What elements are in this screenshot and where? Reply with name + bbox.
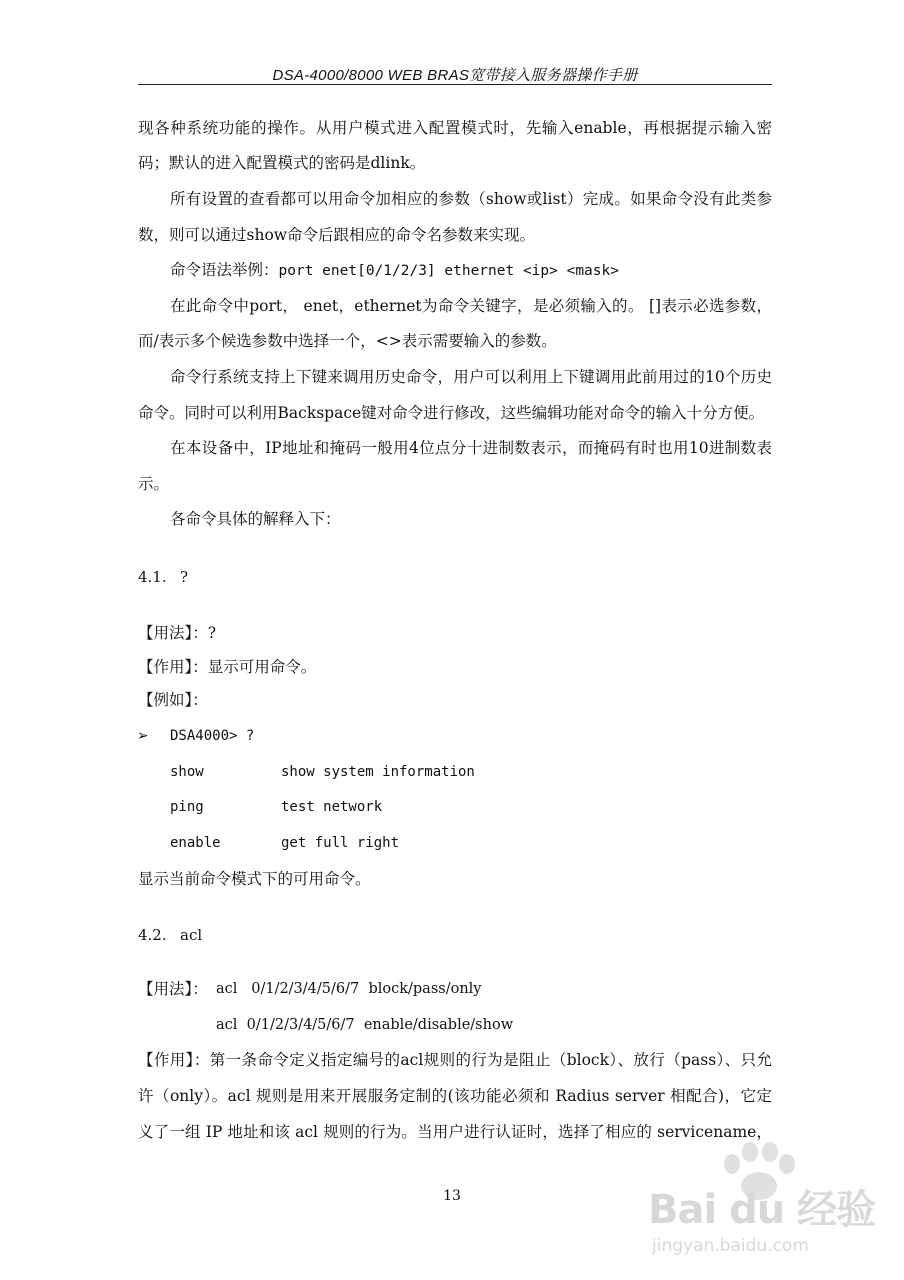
intro-paragraph-6-line-2: 示。 bbox=[138, 475, 170, 493]
section-4-1-example-label: 【例如】： bbox=[138, 691, 208, 709]
header-rule bbox=[138, 84, 772, 85]
syntax-example bbox=[170, 260, 619, 281]
intro-paragraph-1-line-1: 现各种系统功能的操作。从用户模式进入配置模式时，先输入enable，再根据提示输入密 bbox=[138, 119, 772, 137]
section-4-1-title: ? bbox=[180, 568, 189, 586]
section-4-2-usage-label: 【用法】： bbox=[138, 980, 208, 998]
baidu-watermark bbox=[648, 1140, 876, 1270]
syntax-example-code: port enet[0/1/2/3] ethernet <ip> <mask> bbox=[278, 263, 619, 279]
section-4-2-function-line-1: 【作用】：第一条命令定义指定编号的acl规则的行为是阻止（block）、放行（pass）、只允 bbox=[138, 1051, 772, 1069]
page-number: 13 bbox=[443, 1188, 461, 1204]
command-description: get full right bbox=[281, 835, 400, 851]
watermark-brand: Bai du 经验 bbox=[648, 1187, 876, 1233]
command-name: enable bbox=[170, 835, 221, 851]
intro-paragraph-2-line-2: 数，则可以通过show命令后跟相应的命令名参数来实现。 bbox=[138, 226, 536, 244]
syntax-example-label: 命令语法举例： bbox=[170, 261, 279, 279]
section-4-2-number: 4.2. bbox=[138, 926, 167, 944]
command-name: show bbox=[170, 764, 204, 780]
intro-paragraph-2-line-1: 所有设置的查看都可以用命令加相应的参数（show或list）完成。如果命令没有此类参 bbox=[170, 190, 772, 208]
command-description: test network bbox=[281, 799, 383, 815]
intro-paragraph-4-line-2: 而/表示多个候选参数中选择一个，<>表示需要输入的参数。 bbox=[138, 332, 557, 350]
command-description: show system information bbox=[281, 764, 475, 780]
page-header-title: DSA-4000/8000 WEB BRAS宽带接入服务器操作手册 bbox=[272, 67, 638, 84]
bullet-arrow-icon: ➢ bbox=[137, 728, 149, 744]
watermark-url: jingyan.baidu.com bbox=[652, 1236, 809, 1256]
section-4-2-usage-line-2: acl 0/1/2/3/4/5/6/7 enable/disable/show bbox=[216, 1017, 514, 1033]
intro-paragraph-5-line-1: 命令行系统支持上下键来调用历史命令，用户可以利用上下键调用此前用过的10个历史 bbox=[170, 368, 772, 386]
section-4-1-summary: 显示当前命令模式下的可用命令。 bbox=[138, 870, 371, 888]
section-4-1-heading bbox=[138, 567, 188, 587]
section-4-1-usage: 【用法】：? bbox=[138, 624, 217, 642]
intro-paragraph-6-line-1: 在本设备中，IP地址和掩码一般用4位点分十进制数表示，而掩码有时也用10进制数表 bbox=[170, 439, 772, 457]
intro-paragraph-4-line-1: 在此命令中port， enet，ethernet为命令关键字，是必须输入的。 []表示必选参数， bbox=[170, 297, 772, 315]
section-4-1-function: 【作用】：显示可用命令。 bbox=[138, 658, 317, 676]
section-4-2-function-line-2: 许（only）。acl 规则是用来开展服务定制的(该功能必须和 Radius server 相配合)，它定 bbox=[138, 1087, 772, 1105]
section-4-1-number: 4.1. bbox=[138, 568, 167, 586]
section-4-2-function-line-3: 义了一组 IP 地址和该 acl 规则的行为。当用户进行认证时，选择了相应的 servicename， bbox=[138, 1123, 772, 1141]
cli-prompt: DSA4000> ? bbox=[170, 728, 255, 744]
intro-paragraph-1-line-2: 码；默认的进入配置模式的密码是dlink。 bbox=[138, 154, 426, 172]
section-4-2-title: acl bbox=[180, 926, 203, 944]
intro-paragraph-7: 各命令具体的解释入下： bbox=[170, 510, 341, 528]
section-4-2-usage-line-1: acl 0/1/2/3/4/5/6/7 block/pass/only bbox=[216, 981, 482, 997]
intro-paragraph-5-line-2: 命令。同时可以利用Backspace键对命令进行修改，这些编辑功能对命令的输入十分方便。 bbox=[138, 404, 765, 422]
section-4-2-heading bbox=[138, 925, 202, 945]
command-name: ping bbox=[170, 799, 204, 815]
